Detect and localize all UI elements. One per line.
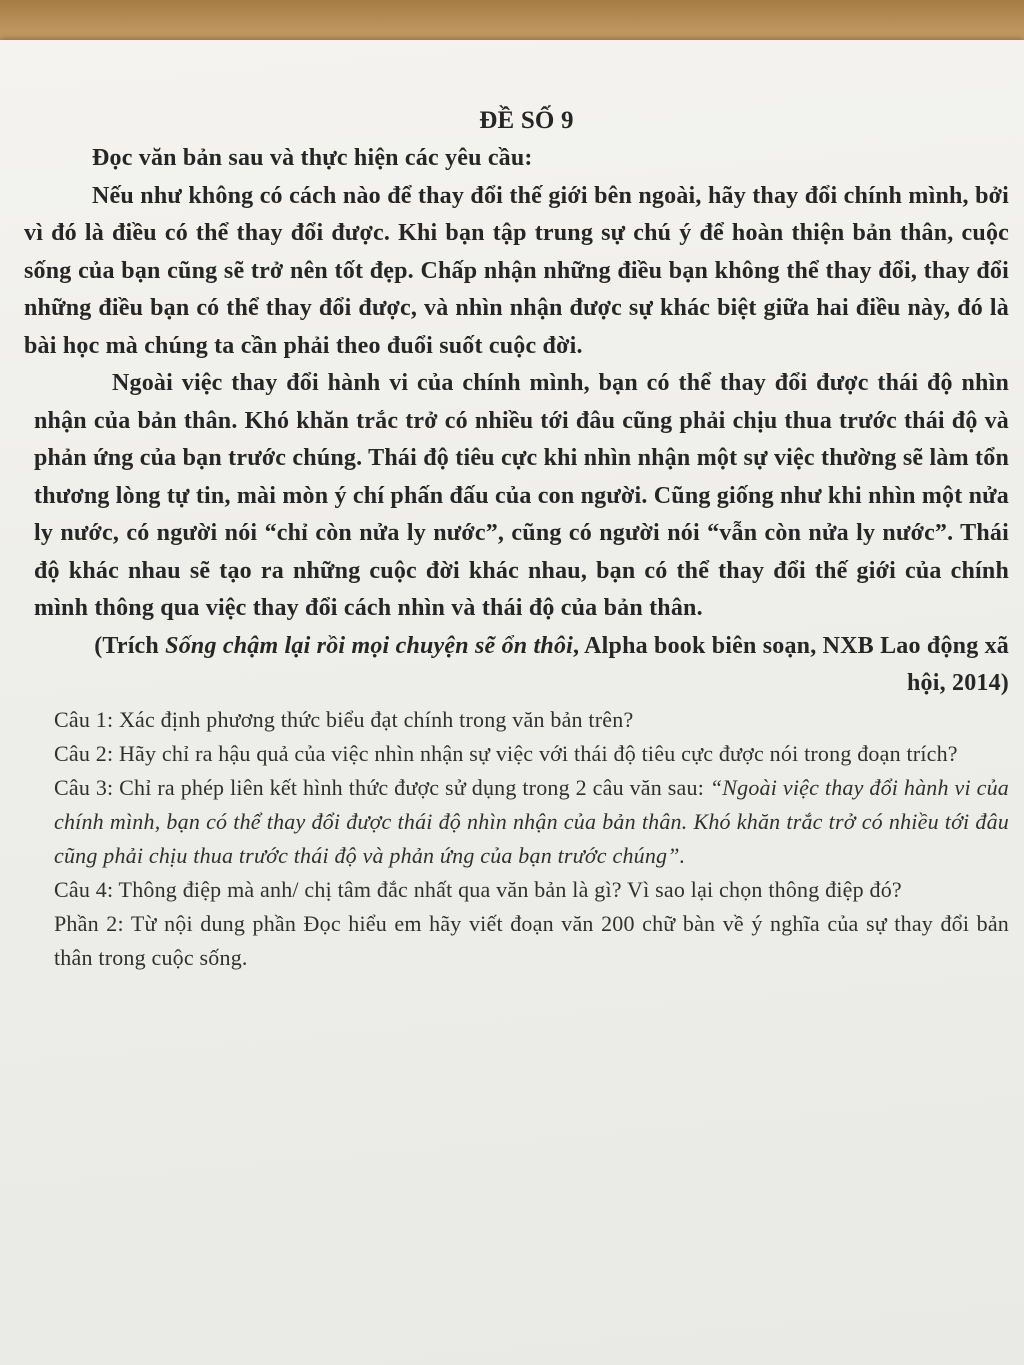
paragraph-1: Nếu như không có cách nào để thay đổi thế giới bên ngoài, hãy thay đổi chính mình, bởi vì đó là điều có thể thay đổi được. Khi bạn tập trung sự chú ý để hoàn thiện bản thân, cuộc sống của bạn cũng sẽ trở nên tốt đẹp. Chấp nhận những điều bạn không thể thay đổi, thay đổi những điều bạn có thể thay đổi được, và nhìn nhận được sự khác biệt giữa hai điều này, đó là bài học mà chúng ta cần phải theo đuổi suốt cuộc đời. bbox=[24, 182, 1009, 359]
part-2-task: Phần 2: Từ nội dung phần Đọc hiểu em hãy viết đoạn văn 200 chữ bàn về ý nghĩa của sự thay đổi bản thân trong cuộc sống. bbox=[54, 910, 1009, 970]
citation bbox=[24, 628, 1009, 703]
question-3-quote: “Ngoài việc thay đổi hành vi của chính mình, bạn có thể thay đổi được thái độ nhìn nhận của bản thân. Khó khăn trắc trở có nhiều tới đâu cũng phải chịu thua trước thái độ và phản ứng của bạn trước chúng”. bbox=[54, 774, 1009, 868]
question-list bbox=[24, 703, 1009, 975]
question-3-prompt: Câu 3: Chỉ ra phép liên kết hình thức được sử dụng trong 2 câu văn sau: bbox=[54, 774, 710, 800]
exam-sheet bbox=[0, 40, 1024, 1365]
page-title: ĐỀ SỐ 9 bbox=[479, 107, 574, 134]
question-1: Câu 1: Xác định phương thức biểu đạt chính trong văn bản trên? bbox=[54, 706, 634, 732]
document-body bbox=[24, 102, 1009, 975]
question-2: Câu 2: Hãy chỉ ra hậu quả của việc nhìn nhận sự việc với thái độ tiêu cực được nói trong đoạn trích? bbox=[54, 740, 958, 766]
question-4: Câu 4: Thông điệp mà anh/ chị tâm đắc nhất qua văn bản là gì? Vì sao lại chọn thông điệp đó? bbox=[54, 876, 902, 902]
instruction: Đọc văn bản sau và thực hiện các yêu cầu: bbox=[92, 145, 533, 171]
citation-prefix: (Trích bbox=[94, 632, 166, 659]
paragraph-2: Ngoài việc thay đổi hành vi của chính mình, bạn có thể thay đổi được thái độ nhìn nhận của bản thân. Khó khăn trắc trở có nhiều tới đâu cũng phải chịu thua trước thái độ và phản ứng của bạn trước chúng. Thái độ tiêu cực khi nhìn nhận một sự việc thường sẽ làm tổn thương lòng tự tin, mài mòn ý chí phấn đấu của con người. Cũng giống như khi nhìn một nửa ly nước, có người nói “chỉ còn nửa ly nước”, cũng có người nói “vẫn còn nửa ly nước”. Thái độ khác nhau sẽ tạo ra những cuộc đời khác nhau, bạn có thể thay đổi thế giới của chính mình thông qua việc thay đổi cách nhìn và thái độ của bản thân. bbox=[34, 370, 1009, 621]
citation-book-title: Sống chậm lại rồi mọi chuyện sẽ ổn thôi bbox=[165, 632, 574, 659]
question-3 bbox=[54, 771, 1009, 873]
citation-suffix: , Alpha book biên soạn, NXB Lao động xã hội, 2014) bbox=[573, 632, 1009, 696]
